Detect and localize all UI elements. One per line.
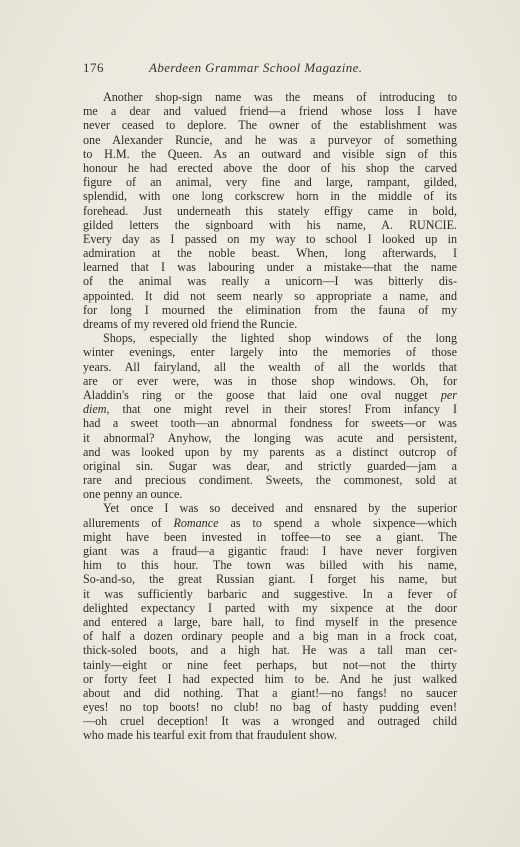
text-line: me a dear and valued friend—a friend whose loss I have bbox=[83, 104, 457, 119]
text-line: dreams of my revered old friend the Runcie. bbox=[83, 317, 298, 331]
text-line: of the animal was really a unicorn—I was bitterly dis- bbox=[83, 274, 457, 289]
text-line: to H.M. the Queen. As an outward and visible sign of this bbox=[83, 146, 457, 161]
page-header bbox=[83, 60, 457, 80]
text-line: might have been invested in toffee—to see a giant. The bbox=[83, 529, 457, 544]
text-line: one Alexander Runcie, and he was a purveyor of something bbox=[83, 132, 457, 147]
italic-romance: Romance bbox=[173, 515, 219, 530]
text-line bbox=[83, 516, 457, 530]
text-line: or forty feet I had expected him to be. And he just walked bbox=[83, 671, 457, 686]
text-segment: allurements of bbox=[83, 515, 174, 530]
text-line: —oh cruel deception! It was a wronged and outraged child bbox=[83, 714, 457, 729]
text-line: eyes! no top boots! no club! no bag of hasty pudding even! bbox=[83, 700, 457, 715]
text-line: So-and-so, the great Russian giant. I forget his name, but bbox=[83, 572, 457, 587]
text-segment: as to spend a whole sixpence—which bbox=[218, 515, 457, 530]
text-line: of half a dozen ordinary people and a big man in a frock coat, bbox=[83, 629, 457, 644]
text-line: admiration at the noble beast. When, long afterwards, I bbox=[83, 246, 457, 261]
text-line: original sin. Sugar was dear, and strictly guarded—jam a bbox=[83, 458, 457, 473]
text-line: had a sweet tooth—an abnormal fondness for sweets—or was bbox=[83, 416, 457, 431]
text-line: tainly—eight or nine feet perhaps, but not—not the thirty bbox=[83, 657, 457, 672]
text-line: splendid, with one long corkscrew horn in the middle of its bbox=[83, 189, 457, 204]
text-line: gilded letters the signboard with his name, A. RUNCIE. bbox=[83, 217, 457, 232]
page-number: 176 bbox=[83, 60, 104, 75]
text-line: Every day as I passed on my way to school I looked up in bbox=[83, 231, 457, 246]
text-line: and was looked upon by my parents as a distinct outcrop of bbox=[83, 444, 457, 459]
text-line: it was sufficiently barbaric and suggestive. In a fever of bbox=[83, 586, 457, 601]
text-line: thick-soled boots, and a high hat. He was a tall man cer- bbox=[83, 643, 457, 658]
text-line: delighted expectancy I parted with my sixpence at the door bbox=[83, 600, 457, 615]
text-line: Another shop-sign name was the means of introducing to bbox=[103, 90, 457, 104]
text-line bbox=[83, 402, 457, 416]
text-line: never ceased to deplore. The owner of the establishment was bbox=[83, 118, 457, 133]
text-line: forehead. Just underneath this stately effigy came in bold, bbox=[83, 203, 457, 218]
running-title: Aberdeen Grammar School Magazine. bbox=[149, 60, 363, 75]
body-text bbox=[83, 90, 457, 743]
italic-per: per bbox=[440, 387, 457, 402]
text-line: winter evenings, enter largely into the memories of those bbox=[83, 345, 457, 360]
text-segment: , that one might revel in their stores! From infancy I bbox=[106, 402, 457, 417]
text-line: years. All fairyland, all the wealth of all the worlds that bbox=[83, 359, 457, 374]
text-line: figure of an animal, very fine and large, rampant, gilded, bbox=[83, 175, 457, 190]
text-line: learned that I was labouring under a mistake—that the name bbox=[83, 260, 457, 275]
text-line: Shops, especially the lighted shop windows of the long bbox=[103, 331, 457, 346]
text-line: and entered a large, bare hall, to find myself in the presence bbox=[83, 614, 457, 629]
text-line: about and did nothing. That a giant!—no fangs! no saucer bbox=[83, 685, 457, 700]
text-line: it abnormal? Anyhow, the longing was acute and persistent, bbox=[83, 430, 457, 445]
text-line: appointed. It did not seem nearly so appropriate a name, and bbox=[83, 288, 457, 303]
text-line: Yet once I was so deceived and ensnared by the superior bbox=[103, 501, 457, 516]
text-line: for long I mourned the elimination from the fauna of my bbox=[83, 302, 457, 317]
text-line bbox=[83, 388, 457, 402]
text-line: giant was a fraud—a gigantic fraud: I have never forgiven bbox=[83, 544, 457, 558]
text-line: rare and precious condiment. Sweets, the commonest, sold at bbox=[83, 473, 457, 488]
text-line: honour he had erected above the door of his shop the carved bbox=[83, 160, 457, 175]
italic-diem: diem bbox=[83, 402, 107, 417]
text-segment: Aladdin's ring or the goose that laid one oval nugget bbox=[83, 387, 441, 402]
text-line: who made his tearful exit from that fraudulent show. bbox=[83, 728, 338, 743]
text-line: are or ever were, was in those shop windows. Oh, for bbox=[83, 373, 457, 388]
text-line: one penny an ounce. bbox=[83, 487, 183, 502]
text-line: him to this hour. The town was billed with his name, bbox=[83, 558, 457, 573]
